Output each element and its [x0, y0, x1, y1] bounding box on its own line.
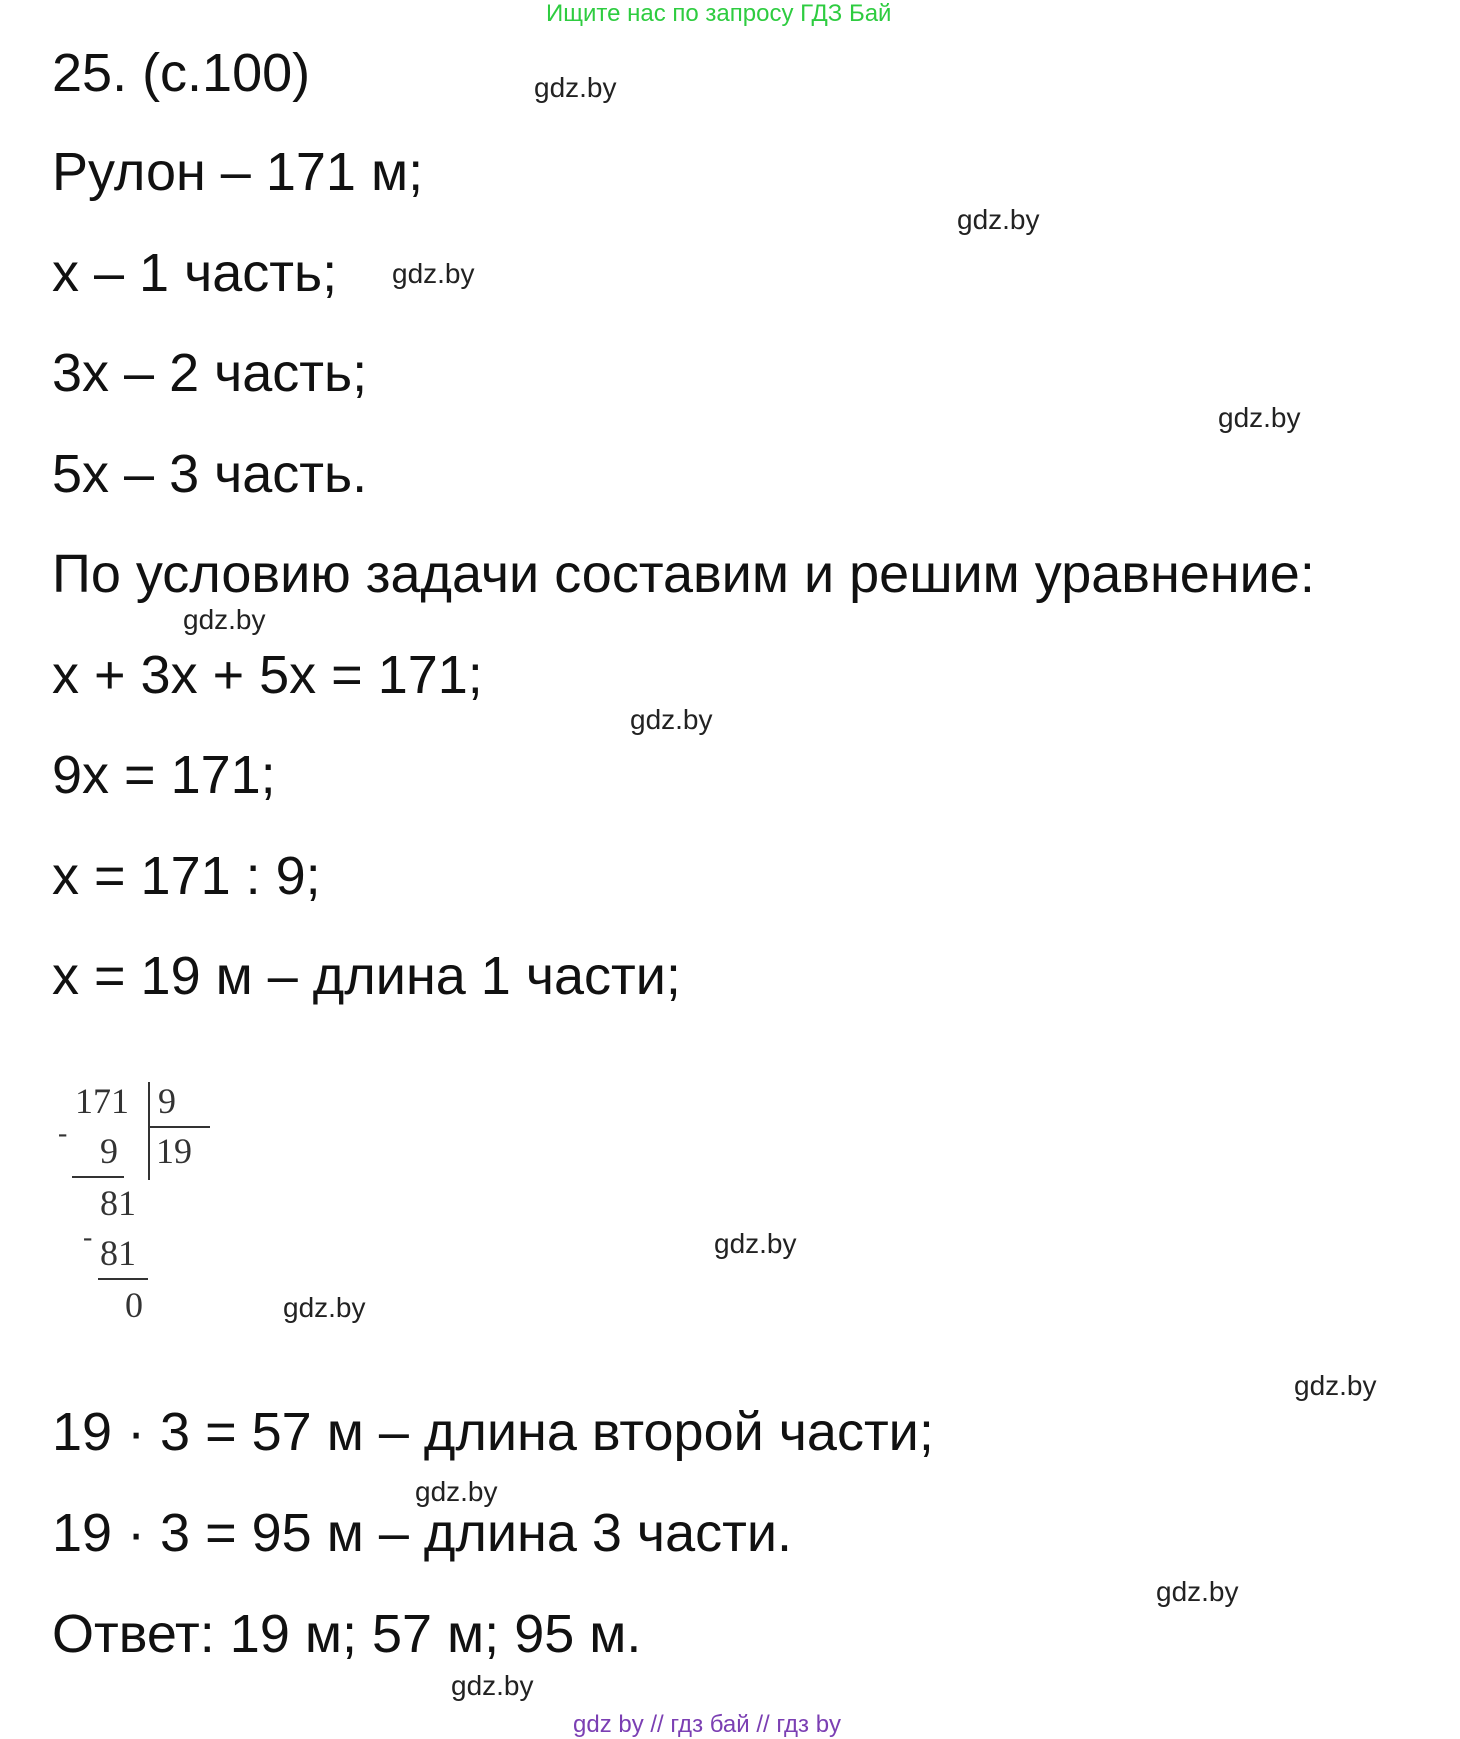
watermark: gdz.by — [392, 258, 475, 289]
remainder: 81 — [100, 1183, 136, 1223]
watermark: gdz.by — [183, 604, 266, 635]
text-line: х – 1 часть; — [52, 243, 338, 303]
text-line: По условию задачи составим и решим уравнение: — [52, 544, 1315, 604]
text-line: х = 19 м – длина 1 части; — [52, 946, 681, 1006]
problem-title: 25. (с.100) — [52, 43, 311, 103]
text-line: 5х – 3 часть. — [52, 444, 368, 504]
watermark: gdz.by — [1218, 402, 1301, 433]
minus-sign: - — [58, 1118, 68, 1149]
text-line: 3х – 2 часть; — [52, 343, 368, 403]
divisor: 9 — [158, 1081, 176, 1121]
division-bar — [148, 1082, 150, 1180]
text-line: 9х = 171; — [52, 745, 276, 805]
subtrahend: 81 — [100, 1233, 136, 1273]
text-line: Рулон – 171 м; — [52, 142, 424, 202]
watermark: gdz.by — [1156, 1576, 1239, 1607]
result-line: 19 · 3 = 95 м – длина 3 части. — [52, 1503, 792, 1563]
watermark: gdz.by — [630, 704, 713, 735]
watermark: gdz.by — [714, 1228, 797, 1259]
top-banner: Ищите нас по запросу ГДЗ Бай — [546, 0, 892, 27]
dividend: 171 — [75, 1081, 129, 1121]
watermark: gdz.by — [451, 1670, 534, 1701]
answer-line: Ответ: 19 м; 57 м; 95 м. — [52, 1604, 642, 1664]
watermark: gdz.by — [283, 1292, 366, 1323]
footer-links: gdz by // гдз бай // гдз by — [573, 1711, 842, 1738]
final-remainder: 0 — [125, 1285, 143, 1325]
division-bar — [72, 1176, 124, 1178]
text-line: х + 3х + 5х = 171; — [52, 645, 483, 705]
watermark: gdz.by — [1294, 1370, 1377, 1401]
subtrahend: 9 — [100, 1131, 118, 1171]
quotient: 19 — [156, 1131, 192, 1171]
minus-sign: - — [83, 1222, 93, 1253]
division-bar — [98, 1278, 148, 1280]
watermark: gdz.by — [534, 72, 617, 103]
division-bar — [148, 1126, 210, 1128]
watermark: gdz.by — [415, 1476, 498, 1507]
result-line: 19 · 3 = 57 м – длина второй части; — [52, 1402, 934, 1462]
watermark: gdz.by — [957, 204, 1040, 235]
text-line: х = 171 : 9; — [52, 846, 321, 906]
